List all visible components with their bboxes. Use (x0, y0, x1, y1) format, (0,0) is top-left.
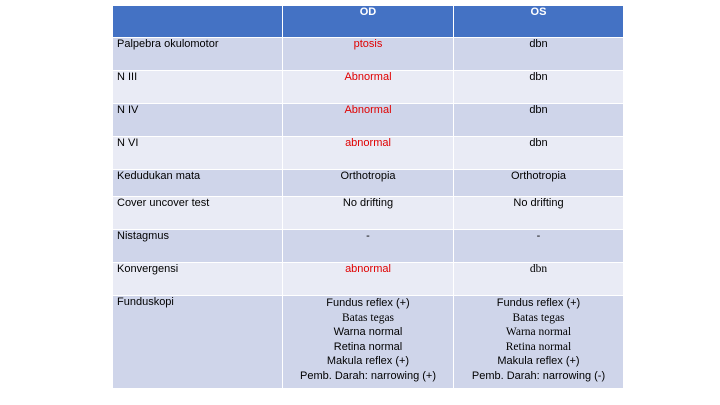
od-value: Abnormal (283, 104, 454, 137)
row-label: Cover uncover test (113, 197, 283, 230)
os-fundus-line: Fundus reflex (+) (496, 297, 581, 309)
os-fundus-line: Batas tegas (512, 311, 565, 324)
od-value: No drifting (283, 197, 454, 230)
header-od: OD (283, 6, 454, 38)
row-label: Palpebra okulomotor (113, 38, 283, 71)
table-row (113, 104, 624, 137)
os-value: No drifting (454, 197, 624, 230)
od-value: ptosis (283, 38, 454, 71)
od-fundus-line: Pemb. Darah: narrowing (+) (299, 369, 437, 382)
od-fundus-line: Fundus reflex (+) (326, 297, 410, 309)
os-fundus-line: Pemb. Darah: narrowing (-) (471, 369, 606, 382)
table-row (113, 230, 624, 263)
table-row (113, 170, 624, 197)
table-row (113, 71, 624, 104)
os-value: dbn (454, 38, 624, 71)
os-value: Orthotropia (454, 170, 624, 197)
table-row (113, 197, 624, 230)
row-label: N VI (113, 137, 283, 170)
od-fundus-line: Makula reflex (+) (326, 355, 410, 367)
os-value: dbn (454, 104, 624, 137)
od-value: abnormal (283, 137, 454, 170)
row-label: N III (113, 71, 283, 104)
row-label: Konvergensi (113, 263, 283, 296)
os-value: dbn (454, 137, 624, 170)
row-label: Kedudukan mata (113, 170, 283, 197)
os-value: dbn (454, 263, 624, 296)
os-fundus-line: Warna normal (505, 326, 572, 338)
header-blank (113, 6, 283, 38)
header-row (113, 6, 624, 38)
row-label: Funduskopi (113, 296, 283, 389)
od-funduskopi-cell (283, 296, 454, 389)
os-fundus-line: Retina normal (505, 340, 572, 353)
od-fundus-line: Warna normal (333, 326, 403, 338)
od-fundus-line: Batas tegas (341, 311, 395, 324)
table-row (113, 137, 624, 170)
od-value: - (283, 230, 454, 263)
os-value: dbn (454, 71, 624, 104)
os-funduskopi-cell (454, 296, 624, 389)
table-row (113, 38, 624, 71)
os-fundus-line: Makula reflex (+) (497, 355, 580, 367)
row-label: Nistagmus (113, 230, 283, 263)
header-os: OS (454, 6, 624, 38)
od-value: abnormal (283, 263, 454, 296)
row-label: N IV (113, 104, 283, 137)
table-row (113, 296, 624, 389)
examination-table (112, 5, 624, 389)
os-value: - (454, 230, 624, 263)
od-value: Orthotropia (283, 170, 454, 197)
od-fundus-line: Retina normal (333, 340, 403, 353)
table-row (113, 263, 624, 296)
od-value: Abnormal (283, 71, 454, 104)
